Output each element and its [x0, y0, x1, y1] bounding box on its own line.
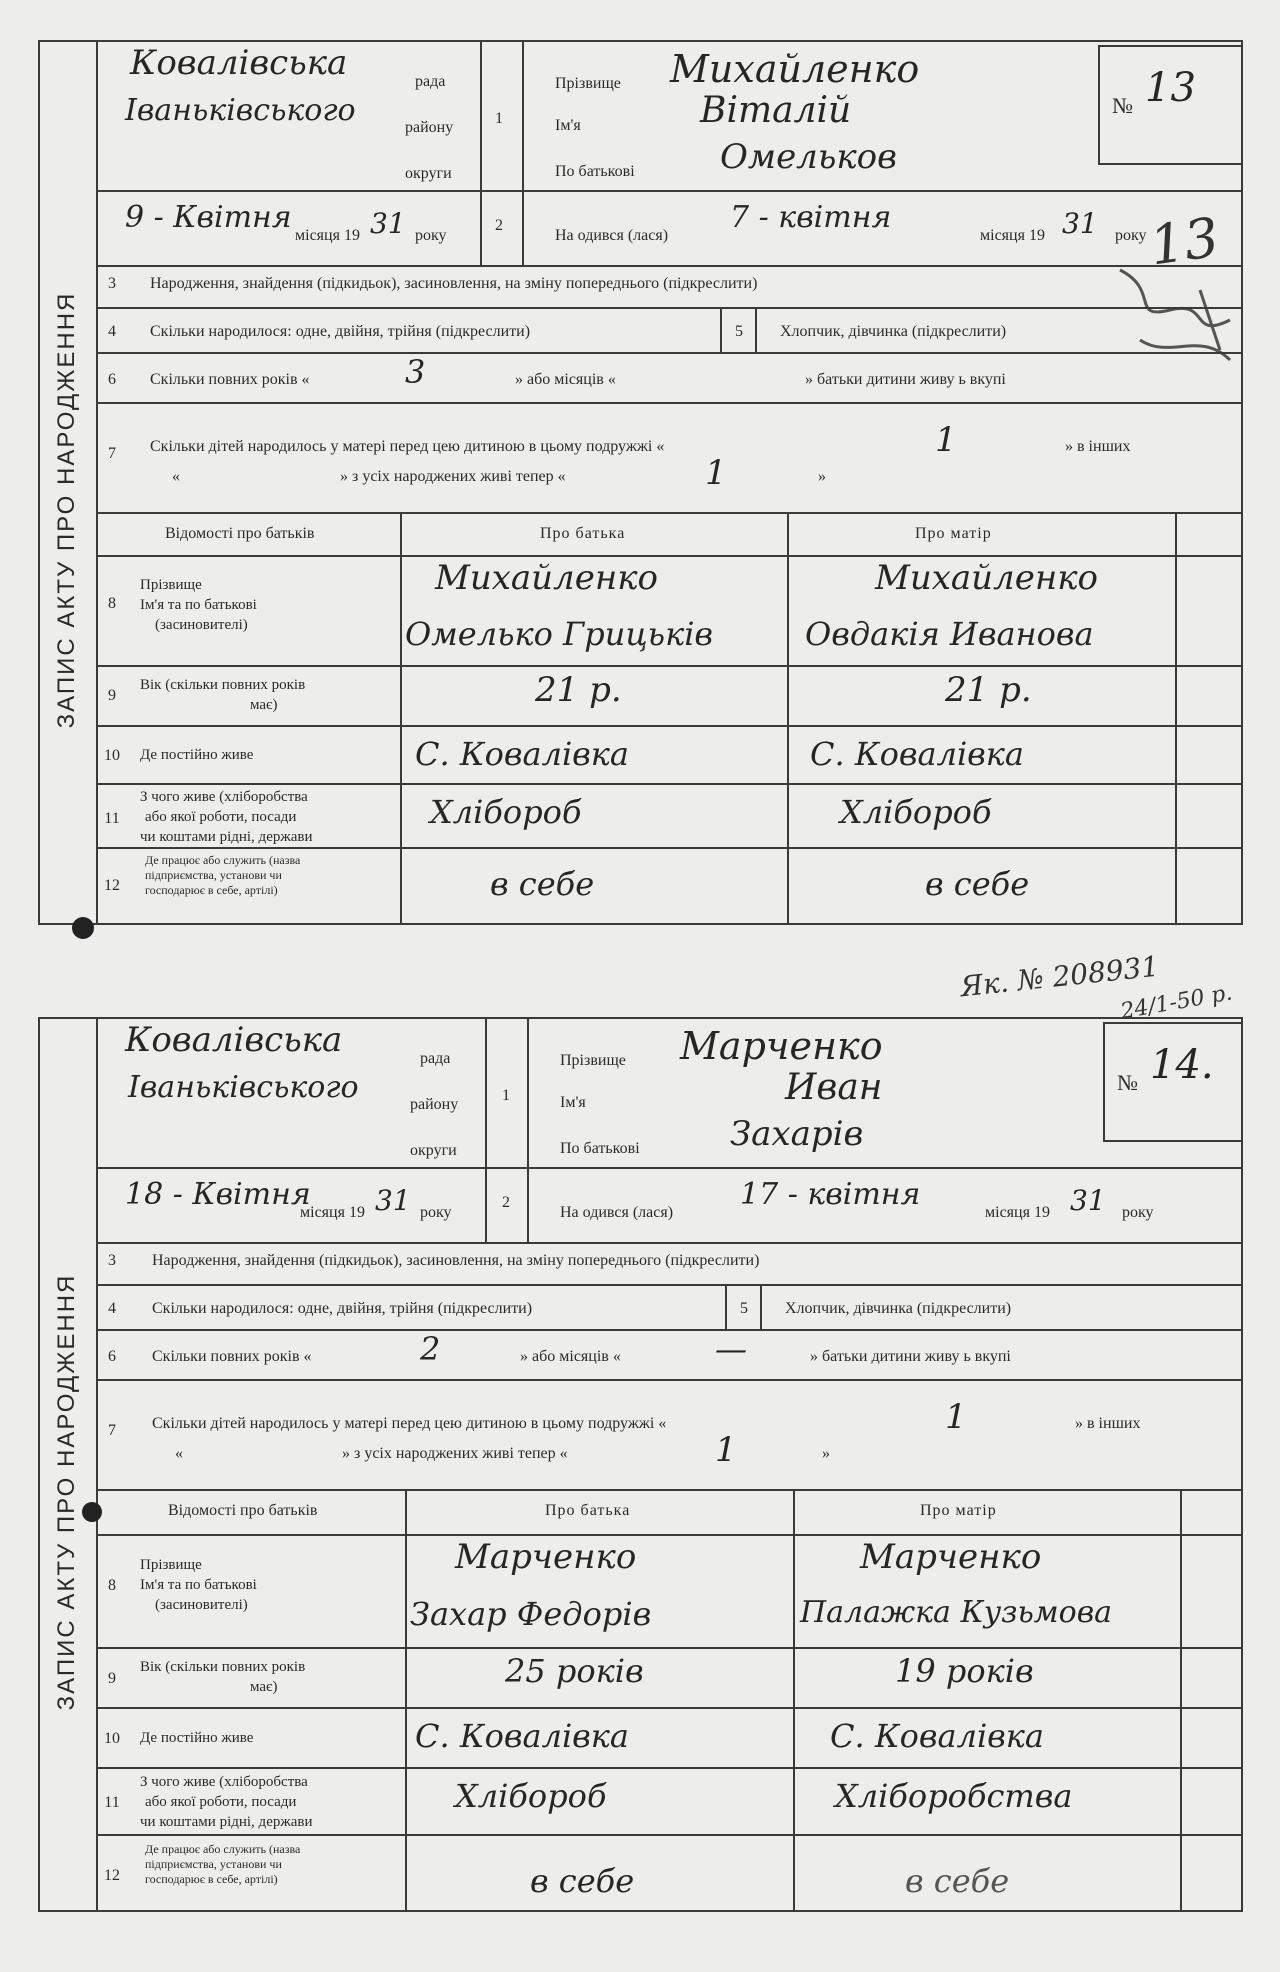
father-work: в себе: [530, 1862, 635, 1900]
row7-line1: Скільки дітей народилось у матері перед цею дитиною в цьому подружжі «: [152, 1415, 667, 1432]
row7-value2: 1: [705, 453, 727, 493]
child-surname: Михайленко: [670, 47, 920, 91]
birth-day-month: 17 - квітня: [740, 1177, 921, 1212]
registration-day-month: 18 - Квітня: [125, 1177, 311, 1212]
margin-note-number: 13: [1145, 205, 1223, 278]
row7-line2: » з усіх народжених живі тепер «: [342, 1445, 568, 1462]
child-name-label: Ім'я: [555, 117, 581, 134]
child-patronymic-label: По батькові: [560, 1140, 640, 1157]
birth-day-month: 7 - квітня: [730, 200, 892, 235]
registration-day-month: 9 - Квітня: [125, 200, 292, 235]
registration-year: 31: [370, 207, 406, 240]
r12-label: Де працює або служить (назва підприємства, установи чи господарює в себе, артілі): [145, 1842, 301, 1886]
birth-record-1: ЗАПИС АКТУ ПРО НАРОДЖЕННЯ 1 2 Ковалівська рада Іваньківського району округи 9 - Квітня місяця 19 31 року Прізвище Михайленко Ім'я Віталій По батькові Омельков № 13 На одився (лася) 7 - квітня місяця 19 31 року 3 Народження, знайдення (підкидьок), засиновлення, на зміну попереднього (підкреслити) 4 Скільки народилося: одне, двійня, трійня (підкреслити) 5 Хлопчик, дівчинка (підкреслити) 6 Скільки повних років « 3 » або місяців « » батьки дитини живу ь вкупі 7 Скільки дітей народилось у матері перед цею дитиною в цьому подружжі « 1 » в інших « » з усіх народжених живі тепер « 1 » Відомості про батьків Про батька Про матір 8 Прізвище Ім'я та по батькові (засиновителі) Михайленко Омелько Грицьків Михайленко Овдакія Иванова 9 Вік (скільки повних років має) 21 р. 21 р. 10 Де постійно живе С. Ковалівка С. Ковалівка 11 З чого живе (хліборобства або якої роботи, посади чи коштами рідні, держави Хлібороб Хлібороб 12 Де працює або служить (назва підприємства, установи чи господарює в себе, артілі) в себе в себе: [0, 35, 1280, 965]
registration-year-label: року: [415, 227, 447, 244]
parents-info-header: Відомості про батьків: [165, 525, 315, 542]
mother-work: в себе: [905, 1862, 1010, 1900]
mother-surname: Михайленко: [875, 558, 1098, 598]
registration-month-label: місяця 19: [300, 1204, 365, 1221]
father-age: 21 р.: [535, 670, 622, 710]
father-header: Про батька: [545, 1502, 631, 1519]
birth-year: 31: [1062, 207, 1098, 240]
father-work: в себе: [490, 865, 595, 903]
row6-years: 3: [405, 353, 426, 391]
birth-month-label: місяця 19: [980, 227, 1045, 244]
mother-residence: С. Ковалівка: [830, 1717, 1044, 1755]
binding-hole-icon: [72, 917, 94, 939]
row4-text: Скільки народилося: одне, двійня, трійня (підкреслити): [152, 1300, 533, 1317]
okruha-label: округи: [410, 1142, 457, 1159]
rada-label: рада: [420, 1050, 451, 1067]
birth-record-2: ЗАПИС АКТУ ПРО НАРОДЖЕННЯ 1 2 Ковалівська рада Іваньківського району округи 18 - Квітня місяця 19 31 року Прізвище Марченко Ім'я Иван По батькові Захарів № 14. На одився (лася) 17 - квітня місяця 19 31 року 3 Народження, знайдення (підкидьок), засиновлення, на зміну попереднього (підкреслити) 4 Скільки народилося: одне, двійня, трійня (підкреслити) 5 Хлопчик, дівчинка (підкреслити) 6 Скільки повних років « 2 » або місяців « — » батьки дитини живу ь вкупі 7 Скільки дітей народилось у матері перед цею дитиною в цьому подружжі « 1 » в інших « » з усіх народжених живі тепер « 1 » Відомості про батьків Про батька Про матір 8 Прізвище Ім'я та по батькові (засиновителі) Марченко Захар Федорів Марченко Палажка Кузьмова 9 Вік (скільки повних років має) 25 років 19 років 10 Де постійно живе С. Ковалівка С. Ковалівка 11 З чого живе (хліборобства або якої роботи, посади чи коштами рідні, держави Хлібороб Хліборобства 12 Де працює або служить (назва підприємства, установи чи господарює в себе, артілі) в себе в себе: [0, 1012, 1280, 1946]
mother-surname: Марченко: [860, 1537, 1042, 1577]
row7-value1: 1: [935, 420, 957, 460]
r10-label: Де постійно живе: [140, 747, 254, 763]
r12-label: Де працює або служить (назва підприємства, установи чи господарює в себе, артілі): [145, 853, 301, 897]
record-number-label: №: [1117, 1070, 1138, 1095]
mother-header: Про матір: [915, 525, 992, 542]
row7-line2-open: «: [172, 468, 180, 485]
side-title: ЗАПИС АКТУ ПРО НАРОДЖЕННЯ: [53, 291, 80, 729]
row6-tail: » батьки дитини живу ь вкупі: [810, 1348, 1011, 1365]
row6-label: Скільки повних років «: [152, 1348, 312, 1365]
child-patronymic-label: По батькові: [555, 163, 635, 180]
rada-value: Ковалівська: [125, 1020, 343, 1060]
mother-occupation: Хліборобства: [835, 1777, 1073, 1815]
child-surname: Марченко: [680, 1024, 883, 1068]
mother-name: Палажка Кузьмова: [800, 1595, 1113, 1630]
father-surname: Михайленко: [435, 558, 658, 598]
child-name: Віталій: [700, 90, 852, 131]
registration-month-label: місяця 19: [295, 227, 360, 244]
child-name: Иван: [785, 1067, 883, 1108]
row7-value1: 1: [945, 1397, 967, 1437]
row7-tail1: » в інших: [1065, 438, 1131, 455]
record-number-label: №: [1112, 93, 1133, 118]
mother-age: 19 років: [895, 1652, 1034, 1690]
row7-tail2: »: [818, 468, 826, 485]
r11-label: З чого живе (хліборобства або якої роботи, посади чи коштами рідні, держави: [140, 789, 313, 845]
parents-info-header: Відомості про батьків: [168, 1502, 318, 1519]
row6-months: —: [715, 1330, 747, 1368]
father-residence: С. Ковалівка: [415, 1717, 629, 1755]
child-name-label: Ім'я: [560, 1094, 586, 1111]
mother-occupation: Хлібороб: [840, 793, 992, 831]
mother-residence: С. Ковалівка: [810, 735, 1024, 773]
row3-text: Народження, знайдення (підкидьок), засиновлення, на зміну попереднього (підкреслити): [152, 1252, 760, 1269]
row6-years: 2: [420, 1330, 441, 1368]
father-name: Омелько Грицьків: [405, 615, 714, 653]
raion-value: Іваньківського: [125, 93, 356, 128]
row7-value2: 1: [715, 1430, 737, 1470]
father-residence: С. Ковалівка: [415, 735, 629, 773]
birth-year-label: року: [1122, 1204, 1154, 1221]
raion-label: району: [410, 1096, 459, 1113]
birth-month-label: місяця 19: [985, 1204, 1050, 1221]
father-header: Про батька: [540, 525, 626, 542]
rada-label: рада: [415, 73, 446, 90]
row5-text: Хлопчик, дівчинка (підкреслити): [780, 323, 1007, 340]
birth-year-label: року: [1115, 227, 1147, 244]
row4-text: Скільки народилося: одне, двійня, трійня (підкреслити): [150, 323, 531, 340]
father-occupation: Хлібороб: [455, 1777, 607, 1815]
rada-value: Ковалівська: [130, 43, 348, 83]
okruha-label: округи: [405, 165, 452, 182]
row6-label: Скільки повних років «: [150, 371, 310, 388]
raion-value: Іваньківського: [128, 1070, 359, 1105]
father-name: Захар Федорів: [410, 1595, 652, 1633]
child-surname-label: Прізвище: [555, 75, 621, 92]
r8-label: Прізвище Ім'я та по батькові (засиновителі): [140, 577, 257, 633]
row7-tail2: »: [822, 1445, 830, 1462]
father-surname: Марченко: [455, 1537, 637, 1577]
row5-text: Хлопчик, дівчинка (підкреслити): [785, 1300, 1012, 1317]
father-occupation: Хлібороб: [430, 793, 582, 831]
father-age: 25 років: [505, 1652, 644, 1690]
row7-line1: Скільки дітей народилось у матері перед цею дитиною в цьому подружжі «: [150, 438, 665, 455]
row7-tail1: » в інших: [1075, 1415, 1141, 1432]
record-number: 13: [1145, 65, 1196, 111]
record-number: 14.: [1150, 1042, 1214, 1088]
row7-line2: » з усіх народжених живі тепер «: [340, 468, 566, 485]
mother-header: Про матір: [920, 1502, 997, 1519]
r10-label: Де постійно живе: [140, 1730, 254, 1746]
mother-name: Овдакія Иванова: [805, 615, 1094, 653]
margin-note-reference: Як. № 208931: [958, 949, 1161, 1004]
row6-tail: » батьки дитини живу ь вкупі: [805, 371, 1006, 388]
row6-months-label: » або місяців «: [520, 1348, 621, 1365]
mother-age: 21 р.: [945, 670, 1032, 710]
r9-label: Вік (скільки повних років має): [140, 677, 306, 713]
r8-label: Прізвище Ім'я та по батькові (засиновителі): [140, 1557, 257, 1613]
registration-year-label: року: [420, 1204, 452, 1221]
side-title: ЗАПИС АКТУ ПРО НАРОДЖЕННЯ: [53, 1273, 80, 1711]
child-patronymic: Омельков: [720, 137, 897, 177]
r11-label: З чого живе (хліборобства або якої роботи, посади чи коштами рідні, держави: [140, 1774, 313, 1830]
binding-hole-icon: [82, 1502, 102, 1522]
margin-note-date: 24/1-50 р.: [1118, 980, 1235, 1025]
child-patronymic: Захарів: [730, 1114, 864, 1154]
r9-label: Вік (скільки повних років має): [140, 1659, 306, 1695]
row6-months-label: » або місяців «: [515, 371, 616, 388]
registration-year: 31: [375, 1184, 411, 1217]
row7-line2-open: «: [175, 1445, 183, 1462]
row3-text: Народження, знайдення (підкидьок), засиновлення, на зміну попереднього (підкреслити): [150, 275, 758, 292]
birth-date-label: На одився (лася): [560, 1204, 674, 1221]
birth-date-label: На одився (лася): [555, 227, 669, 244]
birth-year: 31: [1070, 1184, 1106, 1217]
mother-work: в себе: [925, 865, 1030, 903]
raion-label: району: [405, 119, 454, 136]
child-surname-label: Прізвище: [560, 1052, 626, 1069]
